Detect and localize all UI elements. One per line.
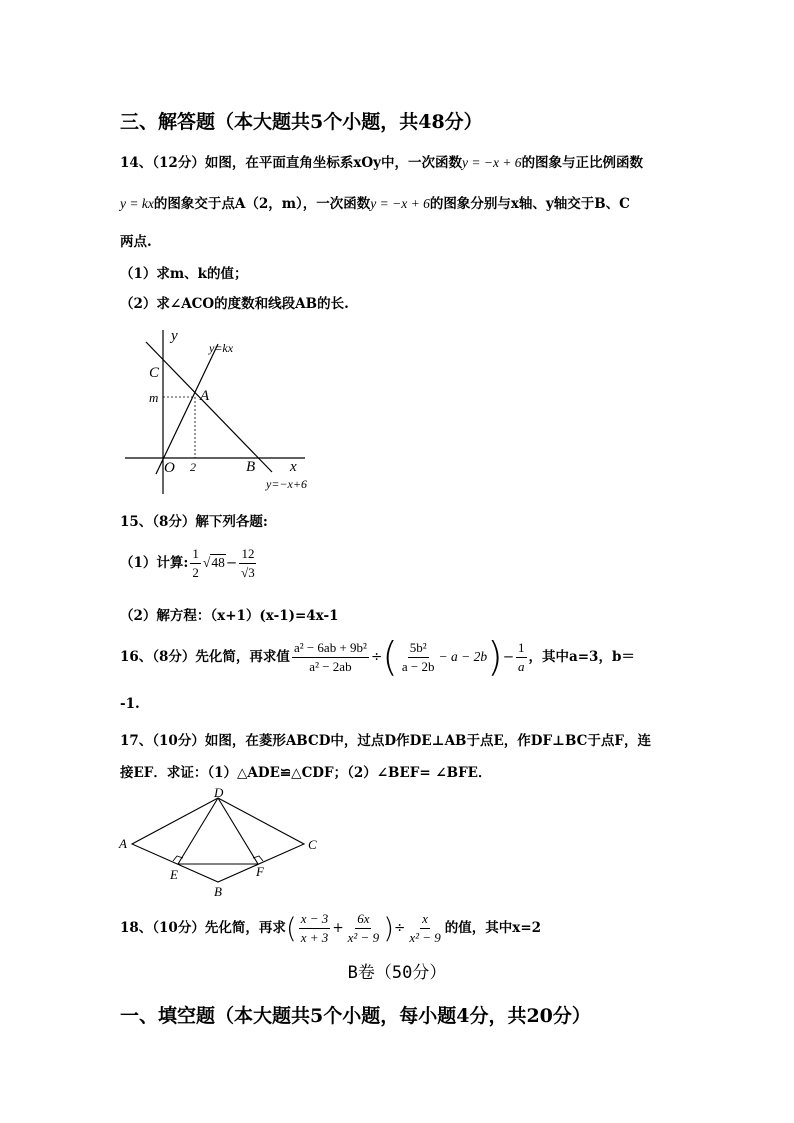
q18-plus: +	[332, 920, 344, 936]
q16-minus: −	[502, 649, 514, 665]
q18-paren-left: (	[285, 911, 297, 945]
q15-minus: −	[225, 555, 238, 571]
q14-sub2: （2）求∠ACO的度数和线段AB的长.	[120, 296, 349, 312]
q14-eq2: y = kx	[120, 196, 154, 211]
q16-label: 16、（8分）先化简，再求值	[120, 649, 290, 665]
label-2: 2	[190, 460, 196, 474]
q15-frac-half	[190, 546, 201, 581]
q14-sub1: （1）求m、k的值；	[120, 266, 248, 282]
label-m: m	[149, 390, 159, 405]
label-A: A	[119, 836, 127, 851]
q14-line2	[120, 192, 630, 212]
q18-suffix: 的值，其中x=2	[444, 920, 542, 936]
q15-frac-half-den: 2	[192, 565, 199, 580]
q18-frac2	[346, 911, 381, 946]
q18-frac3-den: x² − 9	[409, 930, 441, 945]
label-line-kx: y=kx	[209, 341, 234, 355]
label-B: B	[246, 459, 256, 475]
q16-paren-left: (	[382, 634, 398, 681]
q15-frac-12	[239, 546, 257, 581]
q15-sqrt: √48	[202, 555, 225, 570]
q14-text2: 的图象交于点A（2，m），一次函数	[153, 196, 371, 212]
label-F: F	[256, 864, 264, 879]
q14-eq3: y = −x + 6	[370, 196, 430, 211]
q16-suffix: ，其中a=3，b＝	[528, 649, 635, 665]
q15-sub2: （2）解方程：（x+1）(x-1)=4x-1	[120, 608, 339, 624]
q16-frac1	[292, 640, 369, 675]
q17-rhombus-figure	[118, 786, 328, 902]
rhombus-ABCD	[132, 798, 304, 882]
q18-div: ÷	[394, 920, 406, 936]
q17-line2: 接EF．求证：（1）△ADE≌△CDF；（2）∠BEF= ∠BFE．	[120, 765, 492, 781]
section-title-3: 三、解答题（本大题共5个小题，共48分）	[120, 111, 483, 133]
segment-DF	[218, 798, 258, 864]
section-title-1: 一、填空题（本大题共5个小题，每小题4分，共20分）	[120, 1005, 591, 1027]
q14-line1	[120, 151, 643, 171]
q16-div: ÷	[370, 649, 383, 665]
label-O: O	[164, 460, 175, 476]
segment-DE	[178, 798, 218, 864]
q18-frac3	[407, 911, 442, 946]
q14-text1: 的图象与正比例函数	[521, 155, 644, 171]
label-x: x	[290, 459, 297, 475]
q16-frac1-den: a² − 2ab	[309, 659, 352, 674]
q15-frac-12-num: 12	[239, 546, 256, 564]
q18-paren-right: )	[383, 911, 395, 945]
q18-frac3-num: x	[420, 911, 430, 929]
q18-frac2-num: 6x	[355, 911, 371, 929]
q14-coordinate-figure	[120, 322, 320, 494]
q18-line	[120, 906, 541, 951]
label-y: y	[171, 328, 178, 344]
q16-frac2-den: a − 2b	[401, 659, 435, 674]
q15-sub1-prefix: （1）计算:	[120, 555, 189, 571]
label-A: A	[200, 388, 210, 404]
q16-frac1-num: a² − 6ab + 9b²	[292, 640, 369, 658]
label-C: C	[308, 837, 317, 852]
q18-frac2-den: x² − 9	[347, 930, 380, 945]
label-line-neg: y=−x+6	[266, 477, 307, 491]
q17-line1: 17、（10分）如图，在菱形ABCD中，过点D作DE⊥AB于点E，作DF⊥BC于点F，连	[120, 733, 651, 749]
q16-frac2-num: 5b²	[408, 640, 429, 658]
label-E: E	[170, 867, 178, 882]
q18-frac1	[299, 911, 331, 946]
q15-label: 15、（8分）解下列各题:	[120, 514, 268, 530]
q15-radicand: 48	[211, 555, 225, 570]
label-C: C	[149, 365, 160, 381]
q16-line1	[120, 633, 635, 681]
q14-text3: 的图象分别与x轴、y轴交于B、C	[429, 196, 630, 212]
q18-label: 18、（10分）先化简，再求	[120, 920, 286, 936]
q14-eq1: y = −x + 6	[461, 155, 522, 170]
q16-tail: − a − 2b	[438, 649, 488, 664]
b-section-title: B卷（50分）	[347, 963, 447, 983]
label-B: B	[214, 884, 222, 899]
line-kx	[156, 344, 218, 474]
q15-sub1	[120, 543, 259, 583]
q18-frac1-den: x + 3	[300, 930, 329, 945]
q15-frac-12-den: √3	[241, 565, 255, 580]
label-D: D	[214, 786, 224, 800]
q16-frac3-num: 1	[516, 640, 527, 658]
q14-text4: 两点.	[120, 234, 152, 250]
q14-label: 14、（12分）如图，在平面直角坐标系xOy中，一次函数	[120, 155, 462, 171]
q16-frac3	[516, 640, 527, 675]
q18-frac1-num: x − 3	[299, 911, 331, 929]
q16-line2: -1.	[120, 696, 140, 712]
q16-frac3-den: a	[518, 659, 525, 674]
q15-frac-half-num: 1	[190, 546, 201, 564]
q16-frac2	[400, 640, 437, 675]
q16-paren-right: )	[487, 634, 503, 681]
